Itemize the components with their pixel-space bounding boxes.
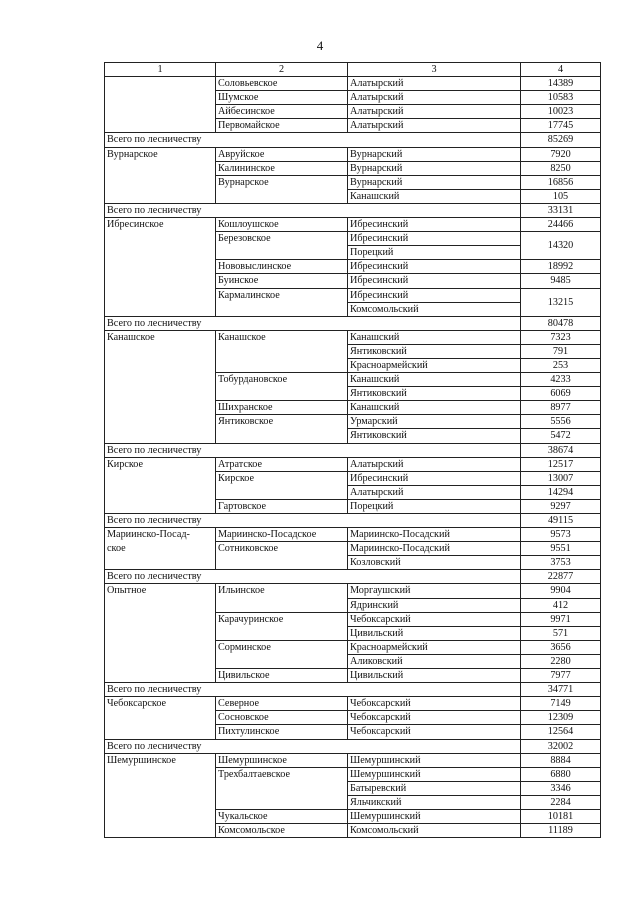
district-name: Мариинско-Посадское	[216, 528, 348, 542]
municipal-district: Чебоксарский	[348, 697, 521, 711]
table-row	[105, 189, 601, 203]
district-name: Соловьевское	[216, 77, 348, 91]
area-value: 12564	[521, 725, 601, 739]
area-value: 6880	[521, 767, 601, 781]
forestry-cell-empty	[105, 274, 216, 288]
district-name: Сосновское	[216, 711, 348, 725]
total-row	[105, 133, 601, 147]
municipal-district: Комсомольский	[348, 824, 521, 838]
forestry-cell-empty	[105, 387, 216, 401]
table-row	[105, 795, 601, 809]
municipal-district: Чебоксарский	[348, 725, 521, 739]
municipal-district: Алатырский	[348, 457, 521, 471]
forestry-name: Канашское	[105, 330, 216, 344]
forestry-table	[104, 62, 601, 838]
area-value: 9573	[521, 528, 601, 542]
forestry-cell-empty	[105, 189, 216, 203]
total-row	[105, 514, 601, 528]
forestry-cell-empty	[105, 401, 216, 415]
district-name	[216, 781, 348, 795]
district-name	[216, 429, 348, 443]
forestry-cell-empty	[105, 598, 216, 612]
total-value: 32002	[521, 739, 601, 753]
forestry-cell-empty	[105, 795, 216, 809]
municipal-district: Алатырский	[348, 105, 521, 119]
district-name: Кошлоушское	[216, 218, 348, 232]
district-name: Атратское	[216, 457, 348, 471]
table-row	[105, 344, 601, 358]
area-value: 3656	[521, 640, 601, 654]
district-name: Тобурдановское	[216, 373, 348, 387]
forestry-cell-empty	[105, 175, 216, 189]
forestry-cell-empty	[105, 415, 216, 429]
table-row	[105, 767, 601, 781]
forestry-cell-empty	[105, 809, 216, 823]
total-label: Всего по лесничеству	[105, 133, 521, 147]
municipal-district: Канашский	[348, 373, 521, 387]
area-value: 2284	[521, 795, 601, 809]
total-label: Всего по лесничеству	[105, 683, 521, 697]
district-name: Шихранское	[216, 401, 348, 415]
area-value: 17745	[521, 119, 601, 133]
forestry-cell-empty	[105, 626, 216, 640]
area-value: 5556	[521, 415, 601, 429]
district-name	[216, 626, 348, 640]
forestry-cell-empty	[105, 246, 216, 260]
table-row	[105, 218, 601, 232]
municipal-district: Шемуршинский	[348, 809, 521, 823]
table-row	[105, 373, 601, 387]
district-name: Пихтулинское	[216, 725, 348, 739]
municipal-district: Вурнарский	[348, 175, 521, 189]
district-name	[216, 344, 348, 358]
table-row	[105, 358, 601, 372]
municipal-district: Батыревский	[348, 781, 521, 795]
municipal-district: Цивильский	[348, 626, 521, 640]
column-header-2: 2	[216, 63, 348, 77]
table-row	[105, 626, 601, 640]
table-row	[105, 91, 601, 105]
table-row	[105, 824, 601, 838]
municipal-district: Ибресинский	[348, 218, 521, 232]
area-value: 105	[521, 189, 601, 203]
table-row	[105, 288, 601, 302]
forestry-cell-empty	[105, 119, 216, 133]
municipal-district: Алатырский	[348, 485, 521, 499]
district-name	[216, 795, 348, 809]
forestry-cell-empty	[105, 824, 216, 838]
district-name	[216, 654, 348, 668]
table-row	[105, 809, 601, 823]
table-row	[105, 387, 601, 401]
municipal-district: Ибресинский	[348, 288, 521, 302]
forestry-name-continued: ское	[105, 542, 216, 556]
forestry-name: Чебоксарское	[105, 697, 216, 711]
table-row	[105, 612, 601, 626]
page-number: 4	[316, 38, 324, 53]
forestry-cell-empty	[105, 358, 216, 372]
municipal-district: Ядринский	[348, 598, 521, 612]
forestry-cell-empty	[105, 640, 216, 654]
total-row	[105, 739, 601, 753]
district-name: Нововыслинское	[216, 260, 348, 274]
table-row	[105, 274, 601, 288]
district-name	[216, 358, 348, 372]
municipal-district: Канашский	[348, 330, 521, 344]
district-name: Сотниковское	[216, 542, 348, 556]
total-label: Всего по лесничеству	[105, 203, 521, 217]
forestry-cell-empty	[105, 767, 216, 781]
table-row	[105, 429, 601, 443]
forestry-cell-empty	[105, 77, 216, 91]
table-row	[105, 260, 601, 274]
table-row	[105, 105, 601, 119]
district-name	[216, 302, 348, 316]
district-name: Буинское	[216, 274, 348, 288]
municipal-district: Ибресинский	[348, 260, 521, 274]
forestry-cell-empty	[105, 105, 216, 119]
district-name: Авруйское	[216, 147, 348, 161]
district-name: Кирское	[216, 471, 348, 485]
area-value: 791	[521, 344, 601, 358]
total-value: 80478	[521, 316, 601, 330]
district-name: Карачуринское	[216, 612, 348, 626]
table-row	[105, 161, 601, 175]
district-name: Канашское	[216, 330, 348, 344]
total-row	[105, 683, 601, 697]
forestry-cell-empty	[105, 429, 216, 443]
municipal-district: Янтиковский	[348, 387, 521, 401]
total-row	[105, 570, 601, 584]
municipal-district: Канашский	[348, 189, 521, 203]
column-header-3: 3	[348, 63, 521, 77]
forestry-name: Опытное	[105, 584, 216, 598]
forestry-cell-empty	[105, 499, 216, 513]
municipal-district: Ибресинский	[348, 274, 521, 288]
total-value: 34771	[521, 683, 601, 697]
municipal-district: Мариинско-Посадский	[348, 528, 521, 542]
district-name: Шемуршинское	[216, 753, 348, 767]
area-value: 16856	[521, 175, 601, 189]
table-row	[105, 753, 601, 767]
forestry-cell-empty	[105, 781, 216, 795]
area-value: 571	[521, 626, 601, 640]
total-value: 38674	[521, 443, 601, 457]
district-name: Янтиковское	[216, 415, 348, 429]
district-name: Айбесинское	[216, 105, 348, 119]
table-row	[105, 640, 601, 654]
forestry-cell-empty	[105, 654, 216, 668]
municipal-district: Ибресинский	[348, 471, 521, 485]
forestry-cell-empty	[105, 260, 216, 274]
municipal-district: Мариинско-Посадский	[348, 542, 521, 556]
area-value: 412	[521, 598, 601, 612]
district-name: Вурнарское	[216, 175, 348, 189]
district-name: Северное	[216, 697, 348, 711]
total-label: Всего по лесничеству	[105, 739, 521, 753]
area-value: 8884	[521, 753, 601, 767]
table-row	[105, 556, 601, 570]
district-name: Цивильское	[216, 669, 348, 683]
district-name: Комсомольское	[216, 824, 348, 838]
area-value: 9551	[521, 542, 601, 556]
municipal-district: Алатырский	[348, 77, 521, 91]
district-name: Шумское	[216, 91, 348, 105]
municipal-district: Янтиковский	[348, 429, 521, 443]
area-value: 9297	[521, 499, 601, 513]
table-row	[105, 330, 601, 344]
total-row	[105, 316, 601, 330]
municipal-district: Алатырский	[348, 119, 521, 133]
table-header-row	[105, 63, 601, 77]
column-header-4: 4	[521, 63, 601, 77]
total-label: Всего по лесничеству	[105, 570, 521, 584]
table-row	[105, 457, 601, 471]
district-name	[216, 246, 348, 260]
total-value: 33131	[521, 203, 601, 217]
table-row	[105, 147, 601, 161]
total-row	[105, 443, 601, 457]
area-value: 14389	[521, 77, 601, 91]
municipal-district: Красноармейский	[348, 358, 521, 372]
district-name: Березовское	[216, 232, 348, 246]
table-row	[105, 669, 601, 683]
table-row	[105, 119, 601, 133]
area-value: 14320	[521, 232, 601, 260]
municipal-district: Урмарский	[348, 415, 521, 429]
area-value: 253	[521, 358, 601, 372]
district-name: Гартовское	[216, 499, 348, 513]
district-name: Чукальское	[216, 809, 348, 823]
table-row	[105, 697, 601, 711]
table-row	[105, 711, 601, 725]
area-value: 4233	[521, 373, 601, 387]
area-value: 10023	[521, 105, 601, 119]
table-row	[105, 471, 601, 485]
area-value: 11189	[521, 824, 601, 838]
district-name	[216, 189, 348, 203]
column-header-1: 1	[105, 63, 216, 77]
table-row	[105, 499, 601, 513]
forestry-cell-empty	[105, 485, 216, 499]
area-value: 9971	[521, 612, 601, 626]
municipal-district: Чебоксарский	[348, 612, 521, 626]
municipal-district: Ибресинский	[348, 232, 521, 246]
area-value: 2280	[521, 654, 601, 668]
forestry-name: Шемуршинское	[105, 753, 216, 767]
area-value: 12517	[521, 457, 601, 471]
municipal-district: Козловский	[348, 556, 521, 570]
table-row	[105, 528, 601, 542]
forestry-cell-empty	[105, 725, 216, 739]
district-name: Ильинское	[216, 584, 348, 598]
forestry-cell-empty	[105, 711, 216, 725]
district-name: Кармалинское	[216, 288, 348, 302]
area-value: 12309	[521, 711, 601, 725]
forestry-name: Ибресинское	[105, 218, 216, 232]
municipal-district: Яльчикский	[348, 795, 521, 809]
municipal-district: Вурнарский	[348, 147, 521, 161]
area-value: 7149	[521, 697, 601, 711]
district-name: Трехбалтаевское	[216, 767, 348, 781]
table-row	[105, 77, 601, 91]
table-row	[105, 542, 601, 556]
area-value: 24466	[521, 218, 601, 232]
district-name	[216, 387, 348, 401]
district-name	[216, 598, 348, 612]
table-row	[105, 485, 601, 499]
forestry-name: Мариинско-Посад-	[105, 528, 216, 542]
forestry-name: Вурнарское	[105, 147, 216, 161]
municipal-district: Порецкий	[348, 499, 521, 513]
total-label: Всего по лесничеству	[105, 316, 521, 330]
municipal-district: Вурнарский	[348, 161, 521, 175]
district-name	[216, 485, 348, 499]
area-value: 7323	[521, 330, 601, 344]
area-value: 3346	[521, 781, 601, 795]
area-value: 8250	[521, 161, 601, 175]
area-value: 8977	[521, 401, 601, 415]
table-row	[105, 401, 601, 415]
district-name: Сорминское	[216, 640, 348, 654]
municipal-district: Аликовский	[348, 654, 521, 668]
forestry-cell-empty	[105, 232, 216, 246]
table-row	[105, 415, 601, 429]
total-value: 49115	[521, 514, 601, 528]
forestry-cell-empty	[105, 288, 216, 302]
area-value: 10181	[521, 809, 601, 823]
area-value: 7920	[521, 147, 601, 161]
area-value: 14294	[521, 485, 601, 499]
total-value: 85269	[521, 133, 601, 147]
total-row	[105, 203, 601, 217]
forestry-cell-empty	[105, 161, 216, 175]
district-name: Калининское	[216, 161, 348, 175]
municipal-district: Чебоксарский	[348, 711, 521, 725]
forestry-cell-empty	[105, 344, 216, 358]
table-row	[105, 232, 601, 246]
district-name	[216, 556, 348, 570]
municipal-district: Цивильский	[348, 669, 521, 683]
area-value: 3753	[521, 556, 601, 570]
area-value: 13007	[521, 471, 601, 485]
table-row	[105, 781, 601, 795]
table-row	[105, 175, 601, 189]
district-name: Первомайское	[216, 119, 348, 133]
forestry-cell-empty	[105, 471, 216, 485]
forestry-cell-empty	[105, 373, 216, 387]
municipal-district: Порецкий	[348, 246, 521, 260]
area-value: 7977	[521, 669, 601, 683]
area-value: 9485	[521, 274, 601, 288]
municipal-district: Алатырский	[348, 91, 521, 105]
table-row	[105, 654, 601, 668]
area-value: 10583	[521, 91, 601, 105]
forestry-name: Кирское	[105, 457, 216, 471]
municipal-district: Канашский	[348, 401, 521, 415]
area-value: 5472	[521, 429, 601, 443]
forestry-cell-empty	[105, 612, 216, 626]
total-label: Всего по лесничеству	[105, 443, 521, 457]
forestry-cell-empty	[105, 302, 216, 316]
forestry-cell-empty	[105, 556, 216, 570]
area-value: 9904	[521, 584, 601, 598]
area-value: 13215	[521, 288, 601, 316]
municipal-district: Красноармейский	[348, 640, 521, 654]
municipal-district: Янтиковский	[348, 344, 521, 358]
municipal-district: Комсомольский	[348, 302, 521, 316]
municipal-district: Шемуршинский	[348, 767, 521, 781]
area-value: 6069	[521, 387, 601, 401]
forestry-cell-empty	[105, 669, 216, 683]
table-row	[105, 725, 601, 739]
area-value: 18992	[521, 260, 601, 274]
total-label: Всего по лесничеству	[105, 514, 521, 528]
table-body	[105, 77, 601, 838]
forestry-cell-empty	[105, 91, 216, 105]
municipal-district: Моргаушский	[348, 584, 521, 598]
table-row	[105, 584, 601, 598]
municipal-district: Шемуршинский	[348, 753, 521, 767]
total-value: 22877	[521, 570, 601, 584]
table-row	[105, 598, 601, 612]
